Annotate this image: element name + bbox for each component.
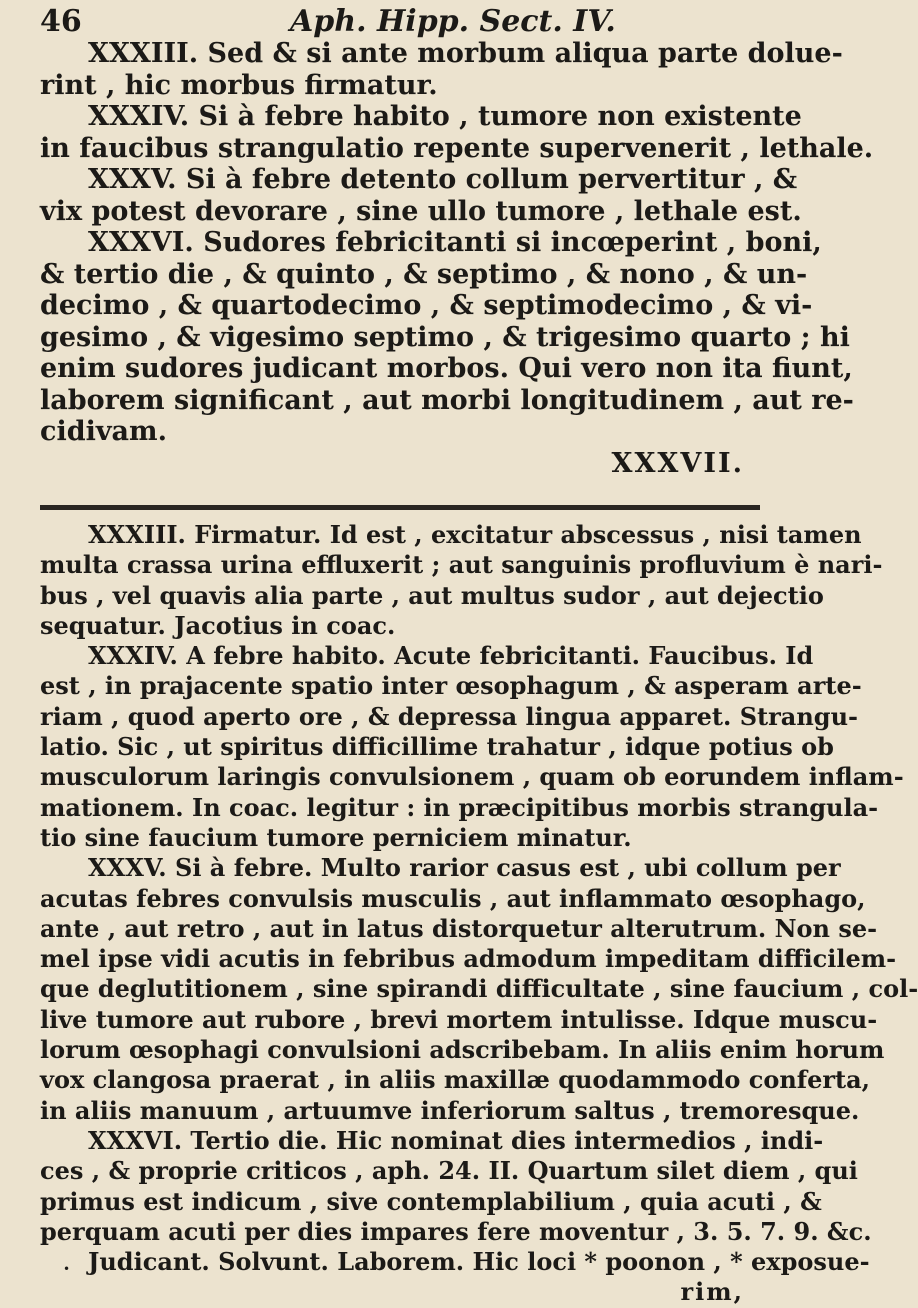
section-marker: XXXVII. [611,447,744,479]
commentary-line: live tumore aut rubore , brevi mortem intulisse. Idque muscu- [40,1004,878,1034]
aphorism-line: XXXVI. Sudores febricitanti si incœperint , boni, [88,227,822,258]
commentary-line: ante , aut retro , aut in latus distorquetur alterutrum. Non se- [40,913,878,943]
commentary-line: ces , & proprie criticos , aph. 24. II. Quartum silet diem , qui [40,1156,858,1186]
commentary-line: multa crassa urina effluxerit ; aut sanguinis profluvium è nari- [40,550,883,580]
aphorism-line: in faucibus strangulatio repente supervenerit , lethale. [40,132,874,164]
catchword: rim, [680,1277,744,1307]
aphorism-line: enim sudores judicant morbos. Qui vero non ita fiunt, [40,353,853,384]
aphorism-line: laborem significant , aut morbi longitudinem , aut re- [40,384,854,416]
aphorism-line: XXXV. Si à febre detento collum pervertitur , & [88,164,798,195]
aphorism-line: rint , hic morbus firmatur. [40,69,438,101]
commentary-line: est , in prajacente spatio inter œsophagum , & asperam arte- [40,671,862,701]
aphorism-line: & tertio die , & quinto , & septimo , & nono , & un- [40,258,808,290]
commentary-line: XXXIII. Firmatur. Id est , excitatur abscessus , nisi tamen [88,520,862,549]
commentary-line: XXXVI. Tertio die. Hic nominat dies intermedios , indi- [88,1125,824,1155]
commentary-line: XXXV. Si à febre. Multo rarior casus est , ubi collum per [88,853,841,883]
commentary-line: tio sine faucium tumore perniciem minatur. [40,822,632,852]
running-title: Aph. Hipp. Sect. IV. [290,4,616,39]
aphorism-line: gesimo , & vigesimo septimo , & trigesimo quarto ; hi [40,321,850,353]
page-number: 46 [40,4,82,39]
commentary-line: latio. Sic , ut spiritus difficillime trahatur , idque potius ob [40,732,834,762]
aphorism-line: vix potest devorare , sine ullo tumore , lethale est. [40,195,802,227]
aphorism-line: decimo , & quartodecimo , & septimodecimo , & vi- [40,290,813,321]
commentary-line: primus est indicum , sive contemplabilium , quia acuti , & [40,1186,822,1216]
commentary-line: Judicant. Solvunt. Laborem. Hic loci * poonon , * exposue- [88,1247,870,1277]
page-header [40,2,760,42]
commentary-line: sequatur. Jacotius in coac. [40,610,396,640]
commentary-line: lorum œsophagi convulsioni adscribebam. In aliis enim horum [40,1035,885,1065]
commentary-line: bus , vel quavis alia parte , aut multus sudor , aut dejectio [40,580,824,610]
aphorism-line: cidivam. [40,416,167,447]
commentary-line: vox clangosa praerat , in aliis maxillæ quodammodo conferta, [40,1065,871,1095]
commentary-line: perquam acuti per dies impares fere moventur , 3. 5. 7. 9. &c. [40,1216,872,1246]
section-divider [40,505,760,510]
commentary-line: in aliis manuum , artuumve inferiorum saltus , tremoresque. [40,1095,860,1125]
commentary-line: mationem. In coac. legitur : in præcipitibus morbis strangula- [40,792,879,822]
commentary-line: musculorum laringis convulsionem , quam ob eorundem inflam- [40,762,904,792]
commentary-line: mel ipse vidi acutis in febribus admodum impeditam difficilem- [40,944,897,974]
commentary-line: riam , quod aperto ore , & depressa lingua apparet. Strangu- [40,701,858,731]
aphorisms-block [40,38,874,479]
printer-mark: • [63,1262,71,1276]
commentary-line: acutas febres convulsis musculis , aut inflammato œsophago, [40,883,866,913]
aphorism-line: XXXIV. Si à febre habito , tumore non existente [88,101,802,132]
commentary-line: XXXIV. A febre habito. Acute febricitanti. Faucibus. Id [88,641,814,671]
aphorism-line: XXXIII. Sed & si ante morbum aliqua parte dolue- [88,38,843,69]
commentary-block [40,520,918,1308]
commentary-line: que deglutitionem , sine spirandi difficultate , sine faucium , col- [40,974,918,1004]
